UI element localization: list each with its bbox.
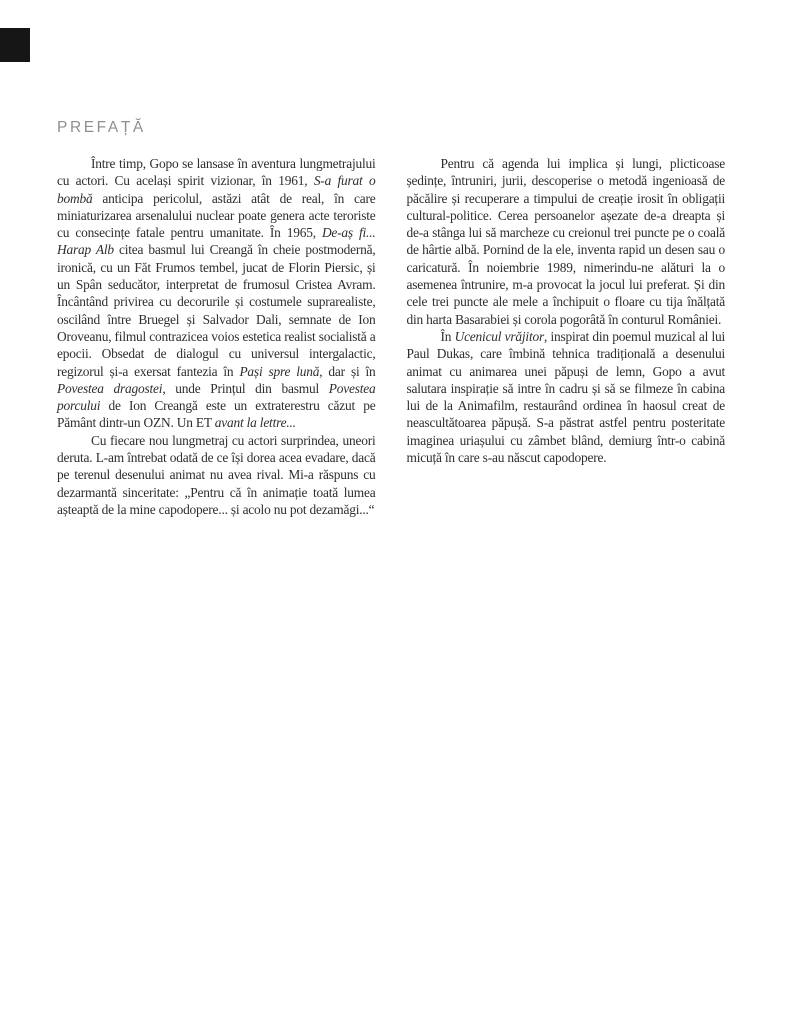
text-run: Cu fiecare nou lungmetraj cu actori surprindea, uneori deruta. L-am întrebat odată de ce își dorea acea evadare, dacă pe terenul desenului animat nu avea rival. Mi-a răspuns cu dezarmantă sinceritate: „Pentru că în animație toată lumea așteaptă de la mine capodopere... și acolo nu pot dezamăgi...“ [57, 432, 376, 517]
text-run: , inspirat din poemul muzical al lui Paul Dukas, care îmbină tehnica tradițională a desenului animat cu animarea unei păpuși de lemn, Gopo a avut salutara inspirație să intre în cadru și să se filmeze în cabina lui de la Animafilm, restaurând ordinea în haosul creat de neascultătoarea păpușă. S-a păstrat astfel pentru posteritate imaginea uriașului cu zâmbet blând, demiurg într-o cabină micuță în care s-au născut capodopere. [406, 328, 725, 466]
paragraph [407, 328, 726, 466]
text-run: citea basmul lui Creangă în cheie postmodernă, ironică, cu un Făt Frumos tembel, jucat de Florin Piersic, și un Spân seducător, interpretat de frumosul Cristea Avram. Încântând privirea cu decorurile și costumele suprarealiste, oscilând între Bruegel și Salvador Dali, semnate de Ion Oroveanu, filmul contrazicea voios estetica realist socialistă a epocii. Obsedat de dialogul cu universul intergalactic, regizorul și-a exersat fantezia în [57, 242, 376, 379]
italic-text-run: Ucenicul vrăjitor [454, 328, 544, 344]
page-title: PREFAȚĂ [57, 119, 146, 136]
page-edge-tab [0, 28, 30, 62]
paragraph [57, 155, 376, 432]
text-run: , dar și în [319, 363, 376, 379]
text-run: anticipa pericolul, astăzi atât de real, în care miniaturizarea arsenalului nuclear poate genera acte teroriste cu consecințe fatale pentru umanitate. În 1965, [57, 190, 376, 241]
italic-text-run: De-aș fi... Harap Alb [57, 225, 376, 258]
text-run: Pentru că agenda lui implica și lungi, plicticoase ședințe, întruniri, jurii, descoperise o metodă ingenioasă de păcălire și recuperare a timpului de creație irosit în obligații cultural-politice. Cerea persoanelor așezate de-a dreapta și de-a stânga lui să marcheze cu creionul trei puncte pe o coală de hârtie albă. Pornind de la ele, inventa rapid un desen sau o caricatură. În noiembrie 1989, nimerindu-ne alături la o asemenea întrunire, m-a provocat la jocul lui preferat. Și din cele trei puncte ale mele a închipuit o floare cu tija înălțată din harta Basarabiei și corola pogorâtă în conturul României. [406, 156, 725, 327]
paragraph [57, 432, 376, 518]
text-run: Între timp, Gopo se lansase în aventura lungmetrajului cu actori. Cu același spirit vizionar, în 1961, [57, 156, 376, 189]
italic-text-run: S-a furat o bombă [57, 173, 376, 206]
text-run: de Ion Creangă este un extraterestru căzut pe Pământ dintr-un OZN. Un ET [57, 398, 376, 431]
italic-text-run: avant la lettre... [214, 415, 296, 431]
paragraph [407, 155, 726, 328]
text-run: , unde Prințul din basmul [162, 380, 329, 396]
left-column [57, 155, 376, 518]
italic-text-run: Povestea dragostei [57, 380, 163, 396]
italic-text-run: Povestea porcului [57, 380, 376, 414]
right-column [407, 155, 726, 518]
text-run: În [440, 328, 455, 344]
italic-text-run: Pași spre lună [239, 363, 320, 379]
text-columns [57, 155, 725, 518]
